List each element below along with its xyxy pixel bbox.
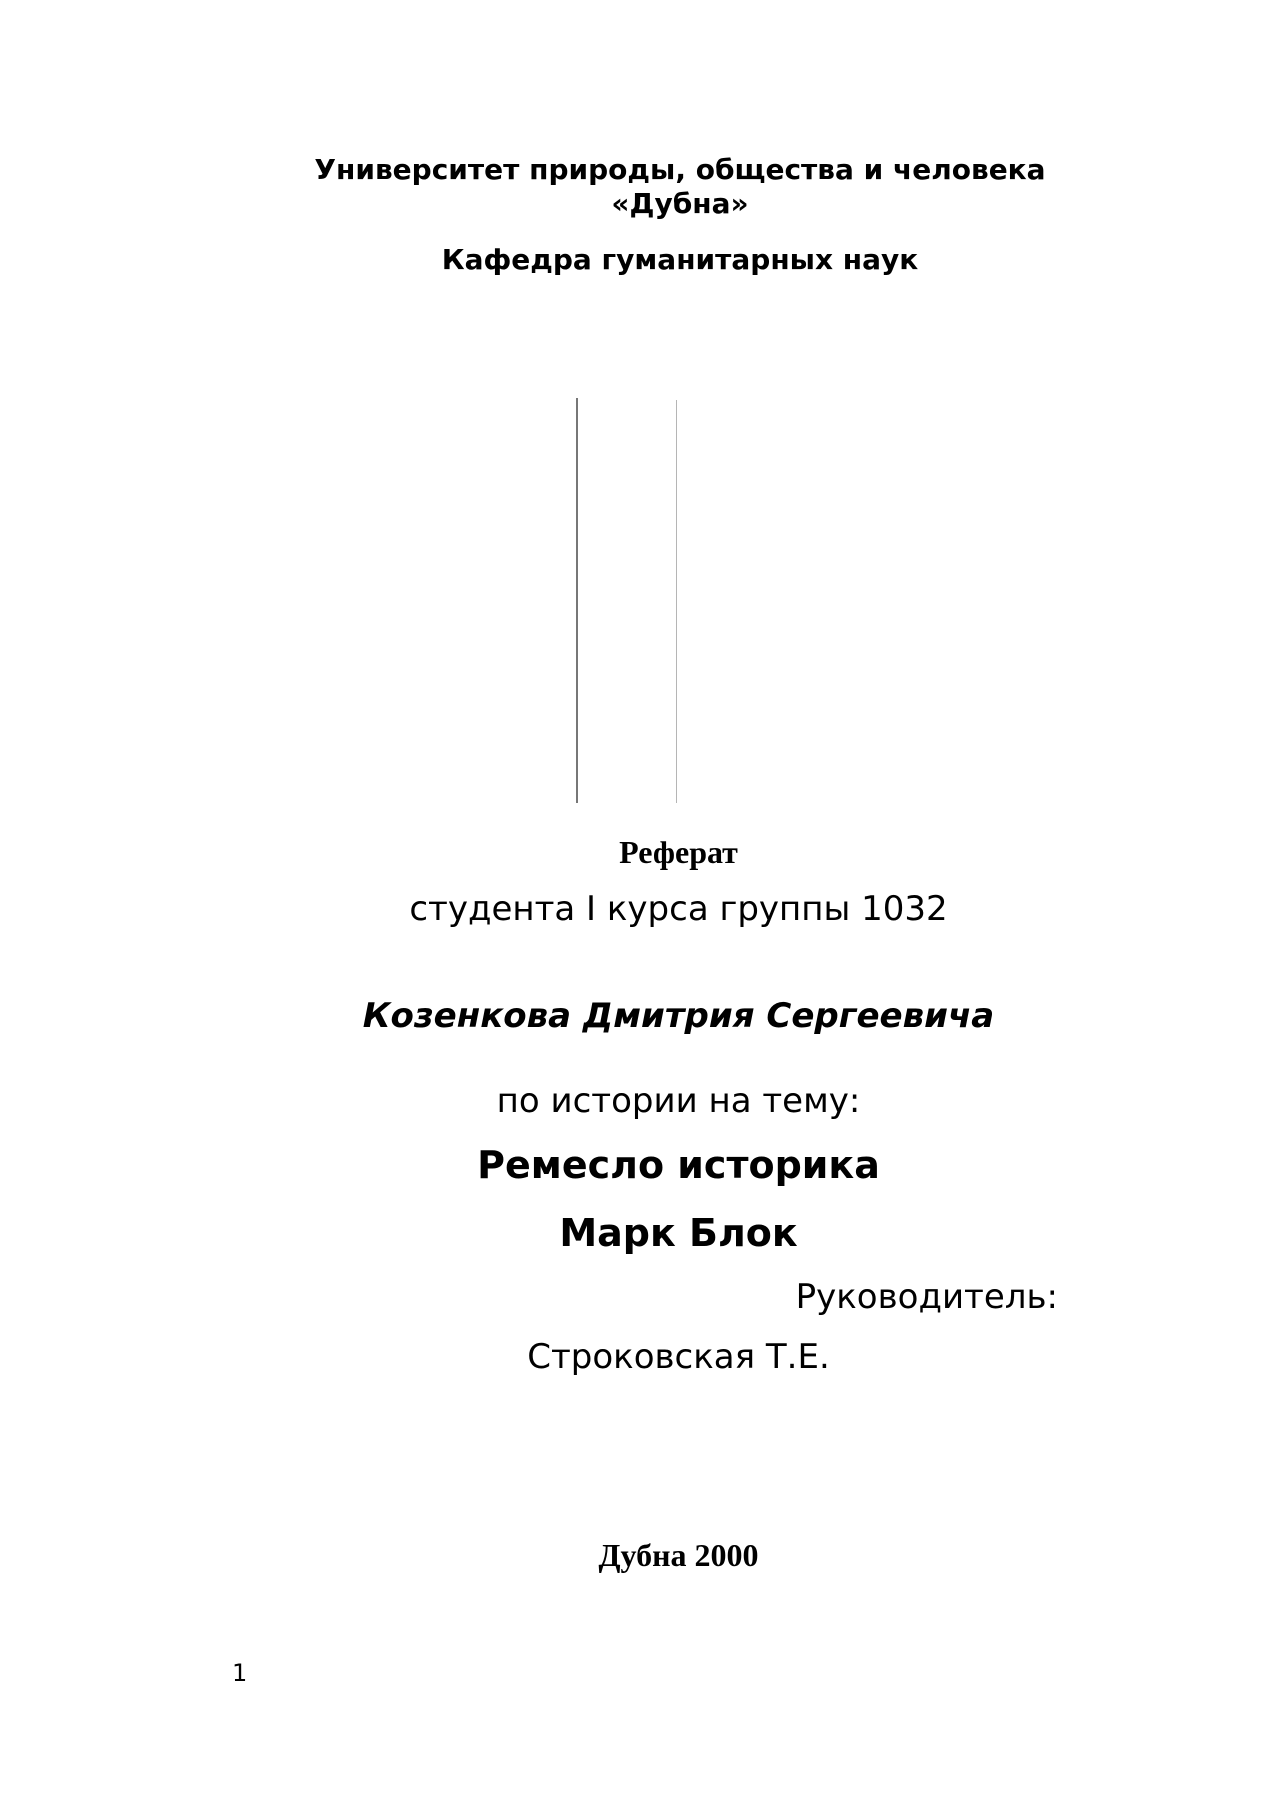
vertical-rule-left [576,398,578,803]
department-name: Кафедра гуманитарных наук [441,243,919,276]
vertical-rule-right [676,400,677,803]
supervisor-name: Строковская Т.Е. [527,1337,830,1377]
essay-title: Ремесло историка [477,1143,880,1187]
supervisor-label: Руководитель: [795,1277,1058,1317]
subject-intro: по истории на тему: [496,1081,861,1121]
book-author: Марк Блок [559,1211,798,1255]
document-type: Реферат [619,834,738,870]
page-number: 1 [232,1659,248,1687]
university-name-line1: Университет природы, общества и человека [314,153,1046,186]
student-course: студента I курса группы 1032 [409,889,948,929]
university-name [0,153,1280,221]
university-name-line2: «Дубна» [611,187,749,220]
place-year: Дубна 2000 [598,1537,759,1573]
student-name: Козенкова Дмитрия Сергеевича [362,996,995,1036]
